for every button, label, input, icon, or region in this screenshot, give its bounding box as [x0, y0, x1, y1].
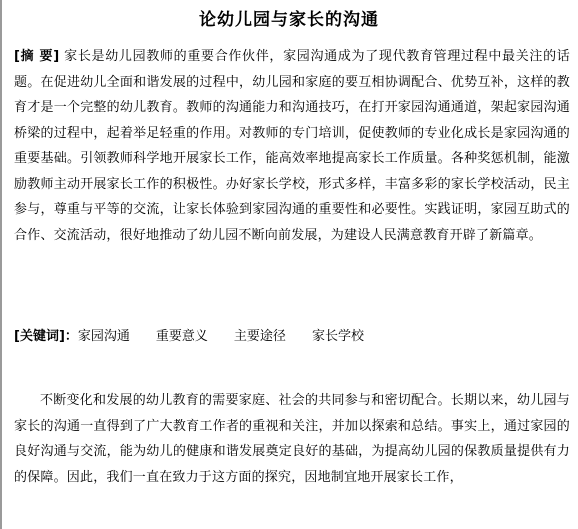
abstract-paragraph — [14, 44, 570, 248]
keyword-item: 重要意义 — [155, 329, 208, 344]
document-title: 论幼儿园与家长的沟通 — [199, 10, 379, 30]
keywords-label: [关键词]： — [14, 329, 78, 344]
page-edge-divider — [0, 0, 2, 529]
abstract-text: 家长是幼儿园教师的重要合作伙伴，家园沟通成为了现代教育管理过程中最关注的话题。在促进幼儿全面和谐发展的过程中，幼儿园和家庭的要互相协调配合、优势互补，这样的教育才是一个完整的幼儿教育。教师的沟通能力和沟通技巧，在打开家园沟通通道，架起家园沟通桥梁的过程中，起着举足轻重的作用。对教师的专门培训，促使教师的专业化成长是家园沟通的重要基础。引领教师科学地开展家长工作，能高效率地提高家长工作质量。各种奖惩机制，能激励教师主动开展家长工作的积极性。办好家长学校，形式多样，丰富多彩的家长学校活动，民主参与，尊重与平等的交流，让家长体验到家园沟通的重要性和必要性。实践证明，家园互助式的合作、交流活动，很好地推动了幼儿园不断向前发展，为建设人民满意教育开辟了新篇章。 — [14, 49, 570, 243]
keywords-line — [14, 327, 570, 347]
keyword-item: 家长学校 — [311, 329, 364, 344]
abstract-label: [摘 要] — [14, 49, 60, 64]
body-paragraph: 不断变化和发展的幼儿教育的需要家庭、社会的共同参与和密切配合。长期以来，幼儿园与家长的沟通一直得到了广大教育工作者的重视和关注，并加以探索和总结。事实上，通过家园的良好沟通与交流，能为幼儿的健康和谐发展奠定良好的基础，为提高幼儿园的保教质量提供有力的保障。因此，我们一直在致力于这方面的探究，因地制宜地开展家长工作， — [14, 393, 570, 485]
keyword-item: 主要途径 — [233, 329, 286, 344]
keyword-item: 家园沟通 — [77, 329, 130, 344]
